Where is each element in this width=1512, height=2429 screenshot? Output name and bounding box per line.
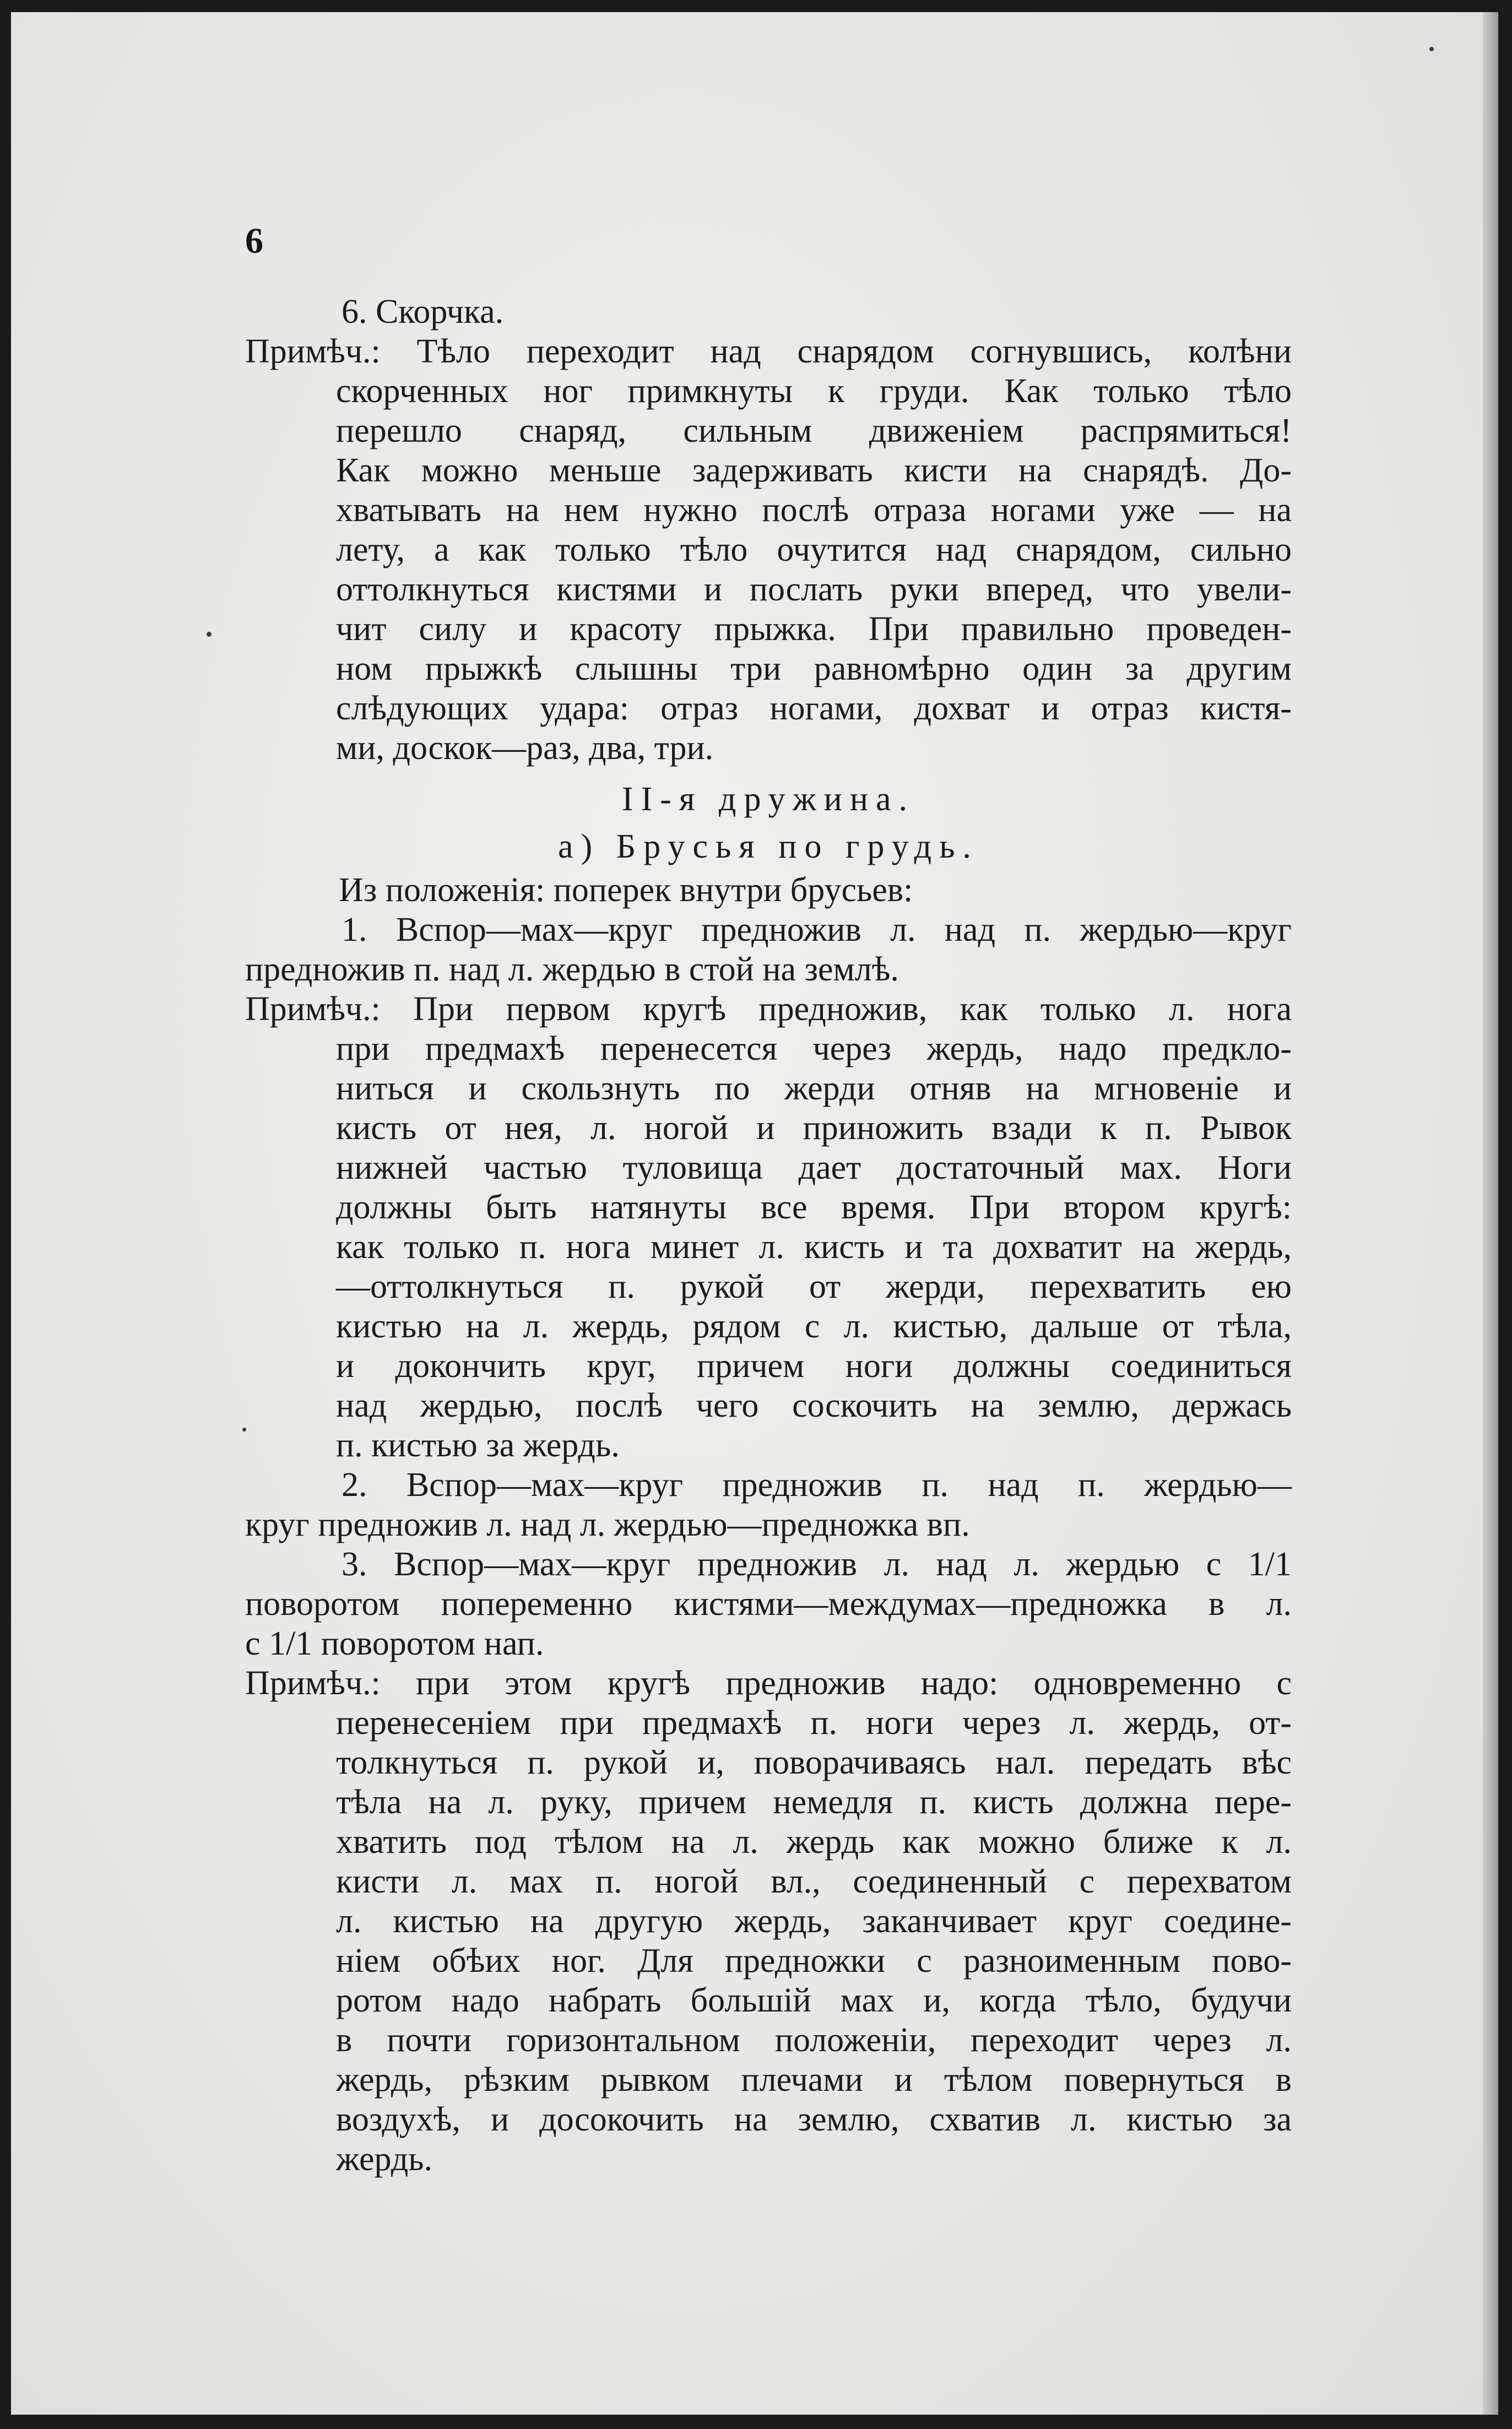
note-line: чит силу и красоту прыжка. При правильно проведен- [336,610,1292,648]
note-line: ниться и скользнуть по жерди отняв на мгновеніе и [336,1070,1292,1107]
note-line: ми, доскок—раз, два, три. [336,729,714,767]
note-line: лету, а как только тѣло очутится над снарядом, сильно [336,531,1292,568]
top-spacer [245,216,1292,292]
page-edge-shadow [1483,12,1498,2415]
note-line: толкнуться п. рукой и, поворачиваясь нал. передать вѣс [336,1744,1292,1781]
exercise-1-line: предножив п. над л. жердью в стой на землѣ. [245,951,899,988]
note-line: перешло снаряд, сильным движеніем распрямиться! [336,412,1292,449]
note-line: Примѣч.: Тѣло переходит над снарядом согнувшись, колѣни [245,333,1292,370]
ink-speck [207,632,212,637]
exercise-3-line: поворотом попеременно кистями—междумах—предножка в л. [245,1585,1292,1623]
note-line: слѣдующих удара: отраз ногами, дохват и отраз кистя- [336,690,1292,727]
exercise-3-line: с 1/1 поворотом нап. [245,1625,544,1662]
note-line: кисти л. мах п. ногой вл., соединенный с перехватом [336,1863,1292,1900]
note-line: как только п. нога минет л. кисть и та дохватит на жердь, [336,1228,1292,1266]
note-line: ніем обѣих ног. Для предножки с разноименным пово- [336,1942,1292,1980]
exercise-2-line: 2. Вспор—мах—круг предножив п. над п. жердью— [342,1466,1292,1504]
exercise-6-title: 6. Скорчка. [342,293,504,330]
note-line: Как можно меньше задерживать кисти на снарядѣ. До- [336,452,1292,489]
note-line: кистью на л. жердь, рядом с л. кистью, дальше от тѣла, [336,1308,1292,1345]
note-line: при предмахѣ перенесется через жердь, надо предкло- [336,1030,1292,1067]
note-line: хватить под тѣлом на л. жердь как можно ближе к л. [336,1823,1292,1861]
note-line: в почти горизонтальном положеніи, переходит через л. [336,2021,1292,2059]
note-line: перенесеніем при предмахѣ п. ноги через л. жердь, от- [336,1704,1292,1742]
subsection-heading: а) Брусья по грудь. [558,828,979,865]
page-number: 6 [245,221,263,261]
start-position-line: Из положенія: поперек внутри брусьев: [339,871,913,909]
page-text [245,216,1292,2179]
note-line: и докончить круг, причем ноги должны соединиться [336,1347,1292,1385]
note-line: ротом надо набрать большій мах и, когда тѣло, будучи [336,1982,1292,2019]
exercise-2-line: круг предножив л. над л. жердью—предножка вп. [245,1506,970,1543]
exercise-1-line: 1. Вспор—мах—круг предножив л. над п. жердью—круг [342,911,1292,948]
note-line: воздухѣ, и досокочить на землю, схватив л. кистью за [336,2101,1292,2138]
note-line: оттолкнуться кистями и послать руки вперед, что увели- [336,571,1292,608]
section-heading: II-я дружина. [621,780,915,818]
note-line: должны быть натянуты все время. При втором кругѣ: [336,1189,1292,1226]
note-line: над жердью, послѣ чего соскочить на землю, держась [336,1387,1292,1424]
note-line: кисть от нея, л. ногой и приножить взади к п. Рывок [336,1109,1292,1147]
note-line: хватывать на нем нужно послѣ отраза ногами уже — на [336,491,1292,529]
ink-speck [1429,47,1434,51]
note-line: ном прыжкѣ слышны три равномѣрно один за другим [336,650,1292,687]
note-line: Примѣч.: при этом кругѣ предножив надо: одновременно с [245,1664,1292,1702]
note-line: п. кистью за жердь. [336,1427,620,1464]
note-line: жердь, рѣзким рывком плечами и тѣлом повернуться в [336,2061,1292,2099]
note-line: жердь. [336,2140,433,2178]
note-line: л. кистью на другую жердь, заканчивает круг соедине- [336,1902,1292,1940]
exercise-3-line: 3. Вспор—мах—круг предножив л. над л. жердью с 1/1 [342,1546,1292,1583]
note-line: нижней частью туловища дает достаточный мах. Ноги [336,1149,1292,1186]
note-line: —оттолкнуться п. рукой от жерди, перехватить ею [336,1268,1292,1305]
note-line: тѣла на л. руку, причем немедля п. кисть должна пере- [336,1783,1292,1821]
note-line: Примѣч.: При первом кругѣ предножив, как только л. нога [245,990,1292,1028]
note-line: скорченных ног примкнуты к груди. Как только тѣло [336,372,1292,410]
